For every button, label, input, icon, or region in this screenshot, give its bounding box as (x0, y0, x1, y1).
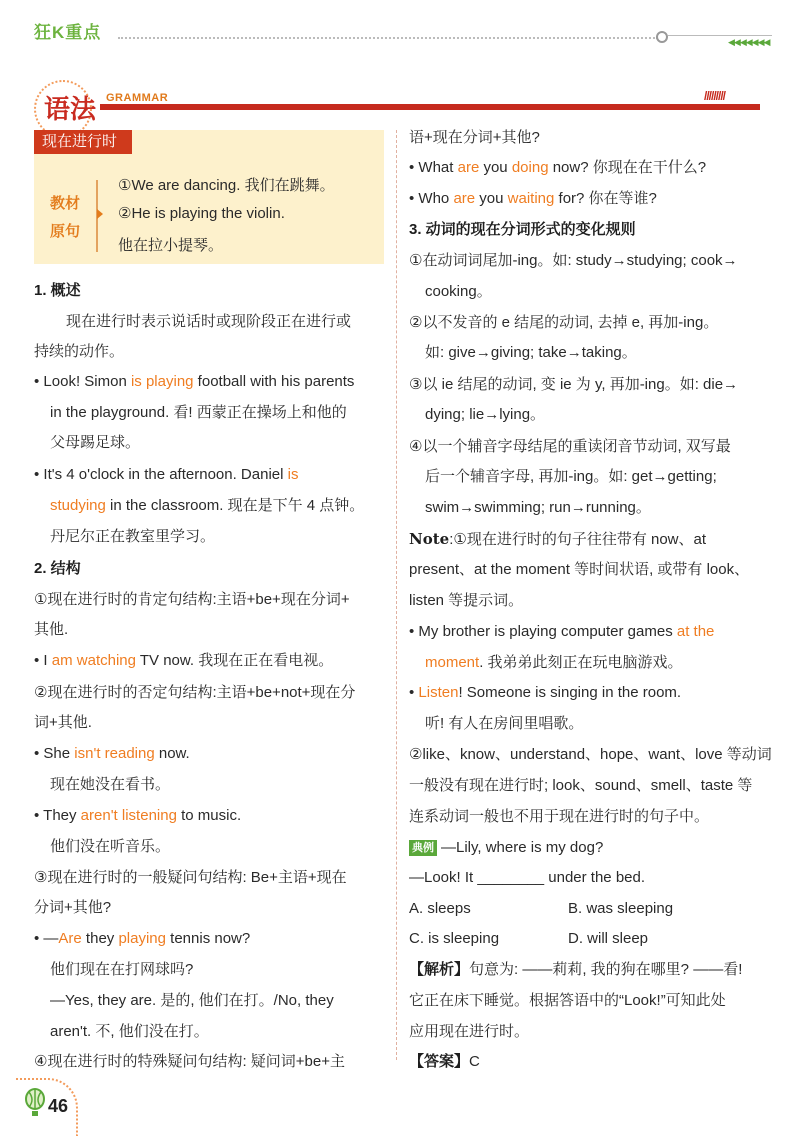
answer: 【答案】C (409, 1053, 480, 1070)
structure-rule: ②现在进行时的否定句结构:主语+be+not+现在分 (34, 684, 356, 701)
heading-participle-rules: 3. 动词的现在分词形式的变化规则 (409, 221, 636, 238)
rule-item: ④以一个辅音字母结尾的重读闭音节动词, 双写最 (409, 438, 731, 455)
heading-overview: 1. 概述 (34, 282, 81, 299)
example-question: 典例 —Lily, where is my dog? (409, 838, 603, 858)
header-arrows-ornament: ◀◀◀◀◀◀◀ (728, 37, 770, 47)
analysis: 【解析】句意为: ——莉莉, 我的狗在哪里? ——看! (409, 961, 743, 978)
structure-rule: 语+现在分词+其他? (409, 129, 540, 146)
balloon-icon (24, 1088, 46, 1118)
rule-item: swim→swimming; run→running。 (425, 499, 651, 516)
structure-rule: 分词+其他? (34, 899, 112, 916)
example-item: aren't. 不, 他们没在打。 (50, 1023, 209, 1040)
example-item: 他们现在在打网球吗? (50, 961, 194, 978)
option-b: B. was sleeping (568, 900, 674, 917)
example-item: • They aren't listening to music. (34, 807, 242, 824)
box-sentence-1: ①We are dancing. 我们在跳舞。 (118, 177, 335, 194)
rule-item: ①在动词词尾加-ing。如: study→studying; cook→ (409, 252, 738, 269)
textbook-sentence-box (34, 130, 384, 264)
example-item: • Who are you waiting for? 你在等谁? (409, 190, 657, 207)
header-dotted-rule (118, 37, 658, 39)
example-item: • She isn't reading now. (34, 745, 190, 762)
example-item: • It's 4 o'clock in the afternoon. Daniel is (34, 466, 299, 483)
example-item: in the playground. 看! 西蒙正在操场上和他的 (50, 404, 347, 421)
example-item: • I am watching TV now. 我现在正在看电视。 (34, 652, 334, 669)
box-sentence-2: ②He is playing the violin. (118, 205, 285, 222)
note-item: Note:①现在进行时的句子往往带有 now、at (409, 530, 707, 548)
example-item: 丹尼尔正在教室里学习。 (50, 528, 216, 545)
note-item: ②like、know、understand、hope、want、love 等动词 (409, 746, 772, 763)
example-item: 听! 有人在房间里唱歌。 (425, 715, 584, 732)
section-slash-ornament: ///////// (704, 89, 726, 103)
box-sentence-3: 他在拉小提琴。 (118, 237, 224, 254)
header-rule (668, 35, 772, 36)
example-item: studying in the classroom. 现在是下午 4 点钟。 (50, 497, 365, 514)
rule-item: ③以 ie 结尾的动词, 变 ie 为 y, 再加-ing。如: die→ (409, 376, 739, 393)
rule-item: dying; lie→lying。 (425, 406, 546, 423)
example-item: • My brother is playing computer games at the (409, 623, 715, 640)
rule-item: 后一个辅音字母, 再加-ing。如: get→getting; (425, 468, 717, 485)
brand-logo: 狂K重点 (34, 23, 102, 42)
overview-text: 现在进行时表示说话时或现阶段正在进行或 (66, 313, 352, 330)
box-label-2: 原句 (50, 223, 81, 240)
column-divider (396, 130, 397, 1060)
box-tag: 现在进行时 (34, 130, 132, 154)
note-item: listen 等提示词。 (409, 592, 524, 609)
analysis: 应用现在进行时。 (409, 1023, 530, 1040)
example-item: 他们没在听音乐。 (50, 838, 171, 855)
example-item: • Look! Simon is playing football with his parents (34, 373, 355, 390)
section-title: 语法 (44, 95, 97, 125)
option-d: D. will sleep (568, 930, 649, 947)
header-circle-ornament (656, 31, 668, 43)
section-title-bar (100, 104, 760, 110)
rule-item: ②以不发音的 e 结尾的动词, 去掉 e, 再加-ing。 (409, 314, 719, 331)
note-item: 连系动词一般也不用于现在进行时的句子中。 (409, 808, 710, 825)
option-c: C. is sleeping (409, 930, 500, 947)
example-item: • Listen! Someone is singing in the room. (409, 684, 682, 701)
analysis: 它正在床下睡觉。根据答语中的“Look!”可知此处 (409, 992, 726, 1009)
example-item: 父母踢足球。 (50, 434, 141, 451)
example-item: —Yes, they are. 是的, 他们在打。/No, they (50, 992, 334, 1009)
option-a: A. sleeps (409, 900, 471, 917)
note-label: Note (409, 530, 450, 548)
rule-item: cooking。 (425, 283, 492, 300)
note-item: present、at the moment 等时间状语, 或带有 look、 (409, 561, 750, 578)
example-item: 现在她没在看书。 (50, 776, 171, 793)
heading-structure: 2. 结构 (34, 560, 81, 577)
example-tag: 典例 (409, 840, 437, 856)
example-item: • —Are they playing tennis now? (34, 930, 251, 947)
example-question: —Look! It ________ under the bed. (409, 869, 646, 886)
note-item: 一般没有现在进行时; look、sound、smell、taste 等 (409, 777, 753, 794)
box-arrow-icon (97, 209, 103, 219)
analysis-label: 【解析】 (409, 961, 470, 978)
overview-text: 持续的动作。 (34, 343, 125, 360)
answer-label: 【答案】 (409, 1053, 470, 1070)
structure-rule: 其他. (34, 621, 69, 638)
example-item: • What are you doing now? 你现在在干什么? (409, 159, 707, 176)
page-number: 46 (48, 1096, 69, 1116)
structure-rule: ④现在进行时的特殊疑问句结构: 疑问词+be+主 (34, 1053, 345, 1070)
structure-rule: ①现在进行时的肯定句结构:主语+be+现在分词+ (34, 591, 350, 608)
structure-rule: ③现在进行时的一般疑问句结构: Be+主语+现在 (34, 869, 347, 886)
box-label-1: 教材 (50, 195, 81, 212)
example-item: moment. 我弟弟此刻正在玩电脑游戏。 (425, 654, 683, 671)
section-subtitle: GRAMMAR (106, 92, 169, 104)
structure-rule: 词+其他. (34, 714, 92, 731)
rule-item: 如: give→giving; take→taking。 (425, 344, 637, 361)
